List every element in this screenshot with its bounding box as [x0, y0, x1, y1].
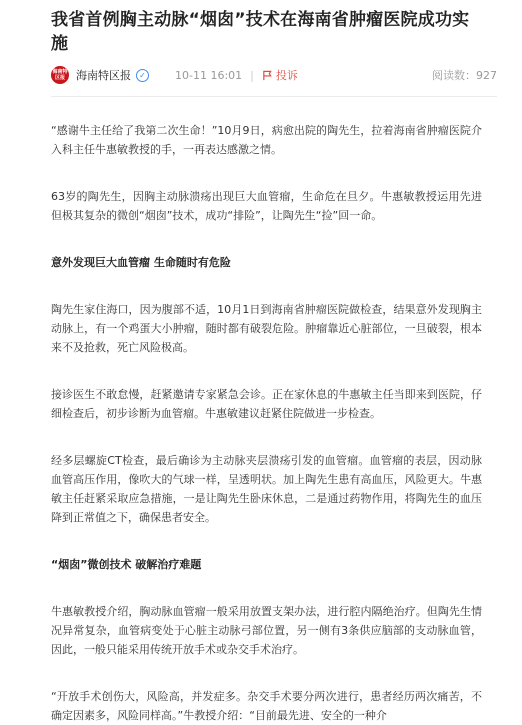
report-icon — [262, 70, 273, 81]
article-title: 我省首例胸主动脉“烟囱”技术在海南省肿瘤医院成功实施 — [51, 10, 470, 54]
paragraph: “感谢牛主任给了我第二次生命！”10月9日，病愈出院的陶先生，拉着海南省肿瘤医院介入科主任牛惠敏教授的手，一再表达感激之情。 — [51, 124, 482, 156]
report-label: 投诉 — [275, 69, 298, 82]
publish-time: 10-11 16:01 — [175, 68, 243, 82]
source-avatar[interactable]: 海南特区报 — [51, 66, 69, 84]
paragraph: 陶先生家住海口，因为腹部不适，10月1日到海南省肿瘤医院做检查，结果意外发现胸主动脉上，有一个鸡蛋大小肿瘤，随时都有破裂危险。肿瘤靠近心脏部位，一旦破裂，根本来不及抢救，死亡风险极高。 — [51, 303, 482, 354]
article-body — [0, 121, 522, 725]
source-name[interactable]: 海南特区报 — [76, 69, 131, 82]
paragraph: 63岁的陶先生，因胸主动脉溃疡出现巨大血管瘤，生命危在旦夕。牛惠敏教授运用先进但极其复杂的微创“烟囱”技术，成功“排险”，让陶先生“捡”回一命。 — [51, 190, 482, 222]
report-link[interactable] — [262, 67, 298, 83]
paragraph: 经多层螺旋CT检查，最后确诊为主动脉夹层溃疡引发的血管瘤。血管瘤的表层，因动脉血管高压作用，像吹大的气球一样，呈透明状。加上陶先生患有高血压，风险更大。牛惠敏主任赶紧采取应急措施，一是让陶先生卧床休息，二是通过药物作用，将陶先生的血压降到正常值之下，确保患者安全。 — [51, 454, 482, 524]
article-meta — [51, 64, 497, 86]
section-heading: “烟囱”微创技术 破解治疗难题 — [51, 558, 202, 571]
paragraph: 接诊医生不敢怠慢，赶紧邀请专家紧急会诊。正在家休息的牛惠敏主任当即来到医院，仔细检查后，初步诊断为血管瘤。牛惠敏建议赶紧住院做进一步检查。 — [51, 388, 482, 420]
paragraph: 牛惠敏教授介绍，胸动脉血管瘤一般采用放置支架办法，进行腔内隔绝治疗。但陶先生情况异常复杂，血管病变处于心脏主动脉弓部位置，另一侧有3条供应脑部的支动脉血管，因此，一般只能采用传统开放手术或杂交手术治疗。 — [51, 605, 482, 656]
verified-badge-icon: ✓ — [136, 69, 149, 82]
paragraph: “开放手术创伤大，风险高，并发症多。杂交手术要分两次进行，患者经历两次痛苦，不确定因素多，风险同样高。”牛教授介绍：“目前最先进、安全的一种介 — [51, 690, 482, 722]
section-heading: 意外发现巨大血管瘤 生命随时有危险 — [51, 256, 231, 269]
meta-divider — [51, 96, 497, 97]
read-count: 阅读数：927 — [432, 69, 497, 82]
meta-separator: | — [250, 68, 254, 82]
